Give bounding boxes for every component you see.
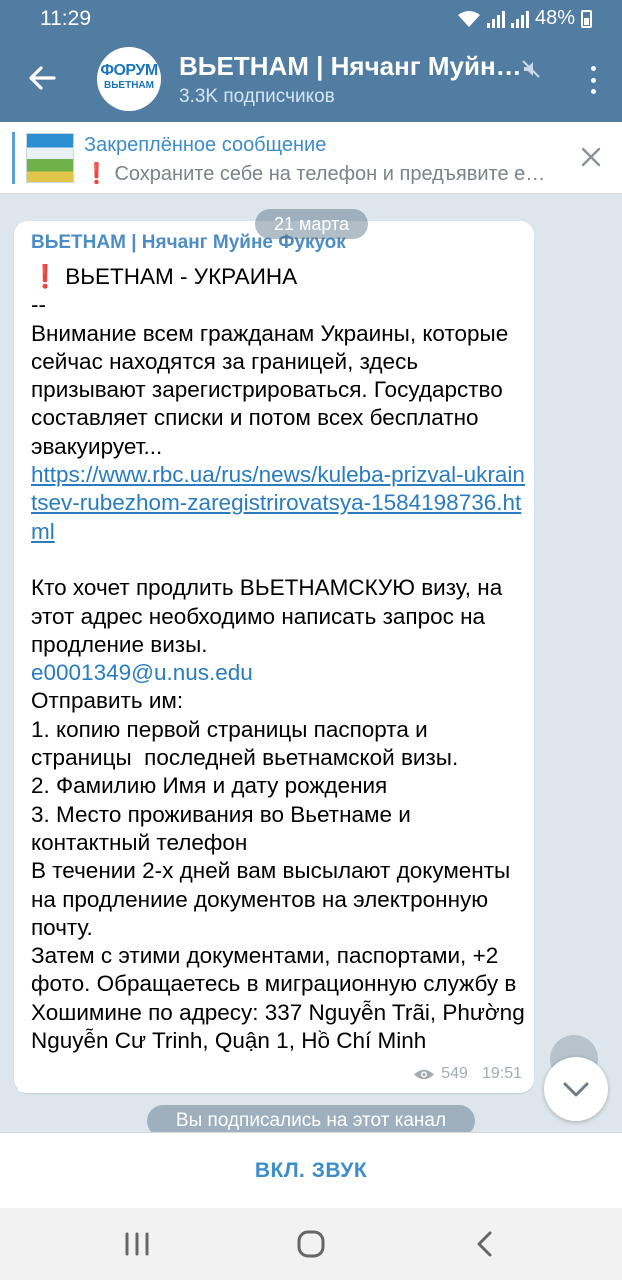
back-button[interactable] [22, 58, 62, 98]
signal-icon [487, 10, 505, 28]
pinned-title: Закреплённое сообщение [84, 134, 327, 156]
battery-icon [581, 10, 592, 28]
status-icons [457, 7, 592, 30]
post-author[interactable]: ВЬЕТНАМ | Нячанг Муйне Фукуок [31, 232, 346, 253]
pinned-preview: ❗ Сохраните себе на телефон и предъявите е… [84, 163, 546, 185]
post-paragraph-2: Кто хочет продлить ВЬЕТНАМСКУЮ визу, на этот адрес необходимо написать запрос на продление визы. [31, 575, 509, 657]
battery-percent: 48% [534, 7, 575, 29]
post-heading: ❗ ВЬЕТНАМ - УКРАИНА -- [31, 264, 298, 318]
subscriber-count: 3.3K подписчиков [179, 86, 335, 107]
avatar-logo-subtext: ВЬЕТНАМ [104, 80, 154, 91]
close-icon [580, 146, 602, 168]
pinned-thumbnail [26, 133, 74, 183]
chat-header [0, 36, 622, 122]
system-back-button[interactable] [466, 1226, 506, 1262]
view-count: 549 [441, 1065, 468, 1082]
close-pinned-button[interactable] [576, 142, 606, 172]
post-meta [413, 1065, 522, 1083]
post-text [31, 263, 527, 1055]
date-divider: 21 марта [255, 209, 368, 239]
scroll-down-button[interactable] [544, 1057, 608, 1121]
bottom-bar [0, 1132, 622, 1208]
system-nav-bar [0, 1208, 622, 1280]
channel-post[interactable] [14, 221, 534, 1093]
home-icon [291, 1226, 331, 1262]
unmute-button[interactable]: ВКЛ. ЗВУК [254, 1159, 368, 1182]
channel-avatar[interactable] [97, 47, 161, 111]
service-message: Вы подписались на этот канал [147, 1105, 475, 1132]
post-time: 19:51 [481, 1065, 522, 1082]
home-button[interactable] [291, 1226, 331, 1262]
channel-title[interactable]: ВЬЕТНАМ | Нячанг Муйн… [179, 51, 522, 81]
email-link[interactable]: e0001349@u.nus.edu [31, 660, 253, 686]
arrow-left-icon [26, 62, 58, 94]
pinned-message-bar[interactable] [0, 122, 622, 194]
recent-apps-button[interactable] [117, 1226, 157, 1262]
avatar-logo-text: ФОРУМ [100, 62, 158, 79]
recent-apps-icon [117, 1226, 157, 1262]
chevron-down-icon [544, 1057, 608, 1121]
post-paragraph-1: Внимание всем гражданам Украины, которые сейчас находятся за границей, здесь призывают зарегистрироваться. Государство составляет списки и потом всех бесплатно эвакуирует... [31, 320, 515, 459]
chevron-left-icon [466, 1226, 506, 1262]
status-bar [0, 0, 622, 36]
more-menu-button[interactable] [586, 66, 600, 94]
muted-icon [520, 58, 542, 80]
status-time: 11:29 [40, 7, 91, 30]
chat-history[interactable] [0, 195, 622, 1132]
eye-icon [413, 1068, 435, 1081]
pinned-accent-line [12, 132, 15, 184]
bubble-tail [15, 1079, 36, 1093]
wifi-icon [457, 10, 481, 28]
post-paragraph-3: Отправить им: 1. копию первой страницы паспорта и страницы последней вьетнамской визы. 2. Фамилию Имя и дату рождения 3. Место проживания во Вьетнаме и контактный телефон В течении 2-х дней вам высылают документы на продлениие документов на электронную почту. Затем с этими документами, паспортами, +2 фото. Обращаетесь в миграционную службу в Хошимине по адресу: 337 Nguyễn Trãi, Phường Nguyễn Cư Trinh, Quận 1, Hồ Chí Minh [31, 688, 525, 1054]
signal-icon-2 [511, 10, 529, 28]
news-link[interactable]: https://www.rbc.ua/rus/news/kuleba-prizval-ukraintsev-rubezhom-zaregistrirovatsya-1584198736.html [31, 462, 525, 544]
